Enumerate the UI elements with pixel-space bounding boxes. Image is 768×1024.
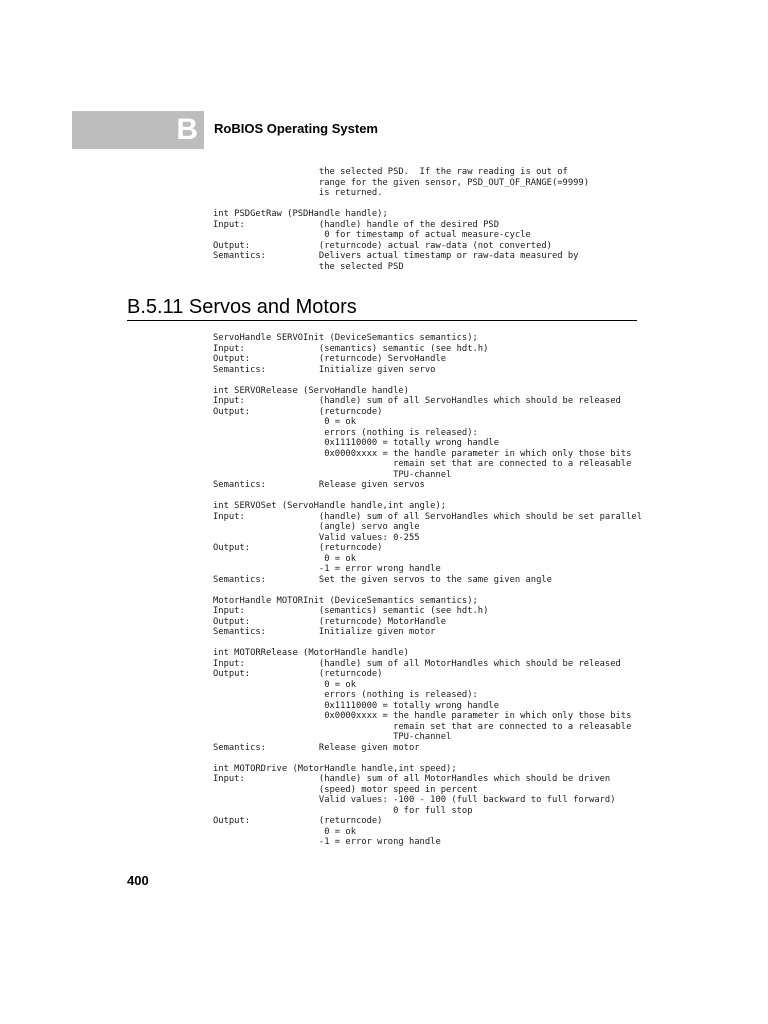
chapter-tab — [72, 111, 204, 149]
chapter-title: RoBIOS Operating System — [214, 121, 378, 136]
page-number: 400 — [127, 873, 149, 888]
code-listing-servos-motors: ServoHandle SERVOInit (DeviceSemantics semantics); Input: (semantics) semantic (see hdt.h) Output: (returncode) ServoHandle Semantics: Initialize given servo int SERVORelease (ServoHandle handle) Input: (handle) sum of all ServoHandles which should be released Output: (returncode) 0 = ok errors (nothing is released): 0x11110000 = totally wrong handle 0x0000xxxx = the handle parameter in which only those bits remain set that are connected to a releasable TPU-channel Semantics: Release given servos int SERVOSet (ServoHandle handle,int angle); Input: (handle) sum of all ServoHandles which should be set parallel (angle) servo angle Valid values: 0-255 Output: (returncode) 0 = ok -1 = error wrong handle Semantics: Set the given servos to the same given angle MotorHandle MOTORInit (DeviceSemantics semantics); Input: (semantics) semantic (see hdt.h) Output: (returncode) MotorHandle Semantics: Initialize given motor int MOTORRelease (MotorHandle handle) Input: (handle) sum of all MotorHandles which should be released Output: (returncode) 0 = ok errors (nothing is released): 0x11110000 = totally wrong handle 0x0000xxxx = the handle parameter in which only those bits remain set that are connected to a releasable TPU-channel Semantics: Release given motor int MOTORDrive (MotorHandle handle,int speed); Input: (handle) sum of all MotorHandles which should be driven (speed) motor speed in percent Valid values: -100 - 100 (full backward to full forward) 0 for full stop Output: (returncode) 0 = ok -1 = error wrong handle — [213, 333, 642, 847]
code-listing-psd: the selected PSD. If the raw reading is out of range for the given sensor, PSD_OUT_OF_RANGE(=9999) is returned. int PSDGetRaw (PSDHandle handle); Input: (handle) handle of the desired PSD 0 for timestamp of actual measure-cycle Output: (returncode) actual raw-data (not converted) Semantics: Delivers actual timestamp or raw-data measured by the selected PSD — [213, 167, 590, 272]
section-heading: B.5.11 Servos and Motors — [127, 295, 637, 321]
chapter-letter: B — [176, 113, 198, 146]
